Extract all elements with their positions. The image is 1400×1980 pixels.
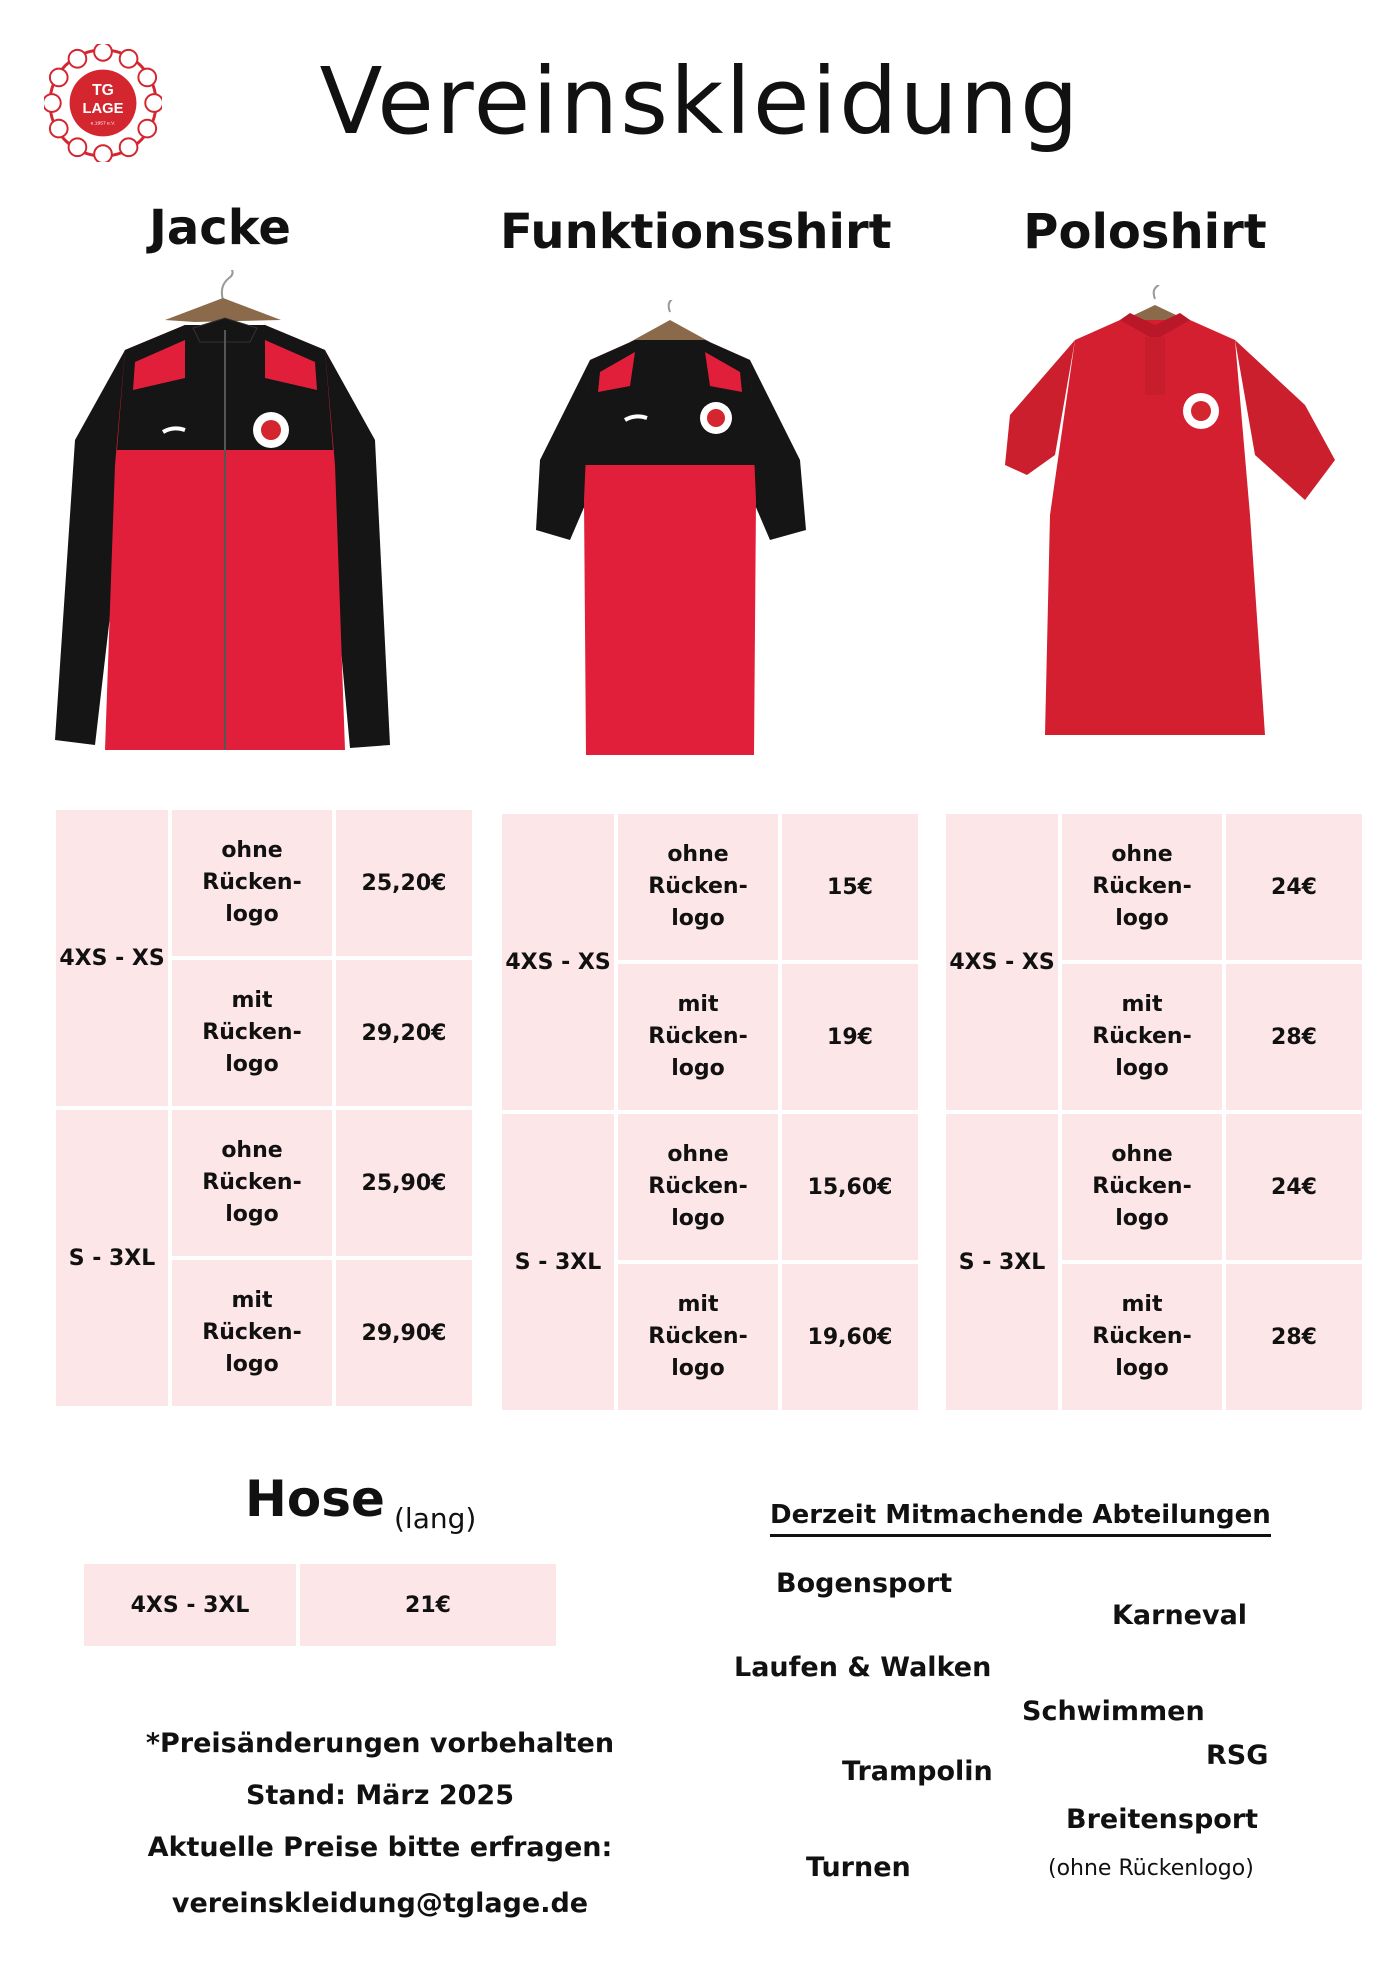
price-cell: 19,60€ bbox=[782, 1264, 918, 1410]
price-cell: 24€ bbox=[1226, 1114, 1362, 1260]
variant-cell: ohne Rücken- logo bbox=[618, 814, 778, 960]
variant-cell: mit Rücken- logo bbox=[618, 1264, 778, 1410]
price-cell: 24€ bbox=[1226, 814, 1362, 960]
department-item: Karneval bbox=[1112, 1600, 1248, 1631]
price-cell: 25,90€ bbox=[336, 1110, 472, 1256]
size-cell: 4XS - XS bbox=[946, 814, 1058, 1110]
hose-title: Hose bbox=[245, 1470, 385, 1528]
size-cell: 4XS - XS bbox=[502, 814, 614, 1110]
variant-cell: mit Rücken- logo bbox=[1062, 1264, 1222, 1410]
logo-text-tg: TG bbox=[92, 82, 114, 100]
department-item: Bogensport bbox=[776, 1568, 953, 1599]
note-ask: Aktuelle Preise bitte erfragen: bbox=[147, 1832, 613, 1863]
club-logo bbox=[44, 44, 162, 162]
price-cell: 28€ bbox=[1226, 964, 1362, 1110]
funktionsshirt-image bbox=[530, 300, 810, 760]
size-cell: S - 3XL bbox=[502, 1114, 614, 1410]
department-item: Trampolin bbox=[842, 1756, 993, 1787]
product-title-funktionsshirt: Funktionsshirt bbox=[500, 204, 892, 260]
hose-subtitle: (lang) bbox=[394, 1502, 477, 1535]
size-cell: S - 3XL bbox=[946, 1114, 1058, 1410]
price-cell: 19€ bbox=[782, 964, 918, 1110]
price-table-poloshirt bbox=[942, 810, 1366, 1414]
variant-cell: ohne Rücken- logo bbox=[172, 810, 332, 956]
price-cell: 21€ bbox=[300, 1564, 556, 1646]
variant-cell: mit Rücken- logo bbox=[172, 1260, 332, 1406]
variant-cell: mit Rücken- logo bbox=[618, 964, 778, 1110]
breitensport-note: (ohne Rückenlogo) bbox=[1048, 1856, 1254, 1881]
jacket-image bbox=[45, 270, 405, 770]
department-item: Laufen & Walken bbox=[734, 1652, 992, 1683]
department-item: Turnen bbox=[806, 1852, 911, 1883]
price-table-funktionsshirt bbox=[498, 810, 922, 1414]
note-price-change: *Preisänderungen vorbehalten bbox=[145, 1728, 615, 1759]
price-cell: 29,20€ bbox=[336, 960, 472, 1106]
logo-text-lage: LAGE bbox=[82, 100, 124, 117]
logo-text-year: e.1957 e.V. bbox=[90, 121, 116, 127]
price-table-jacke bbox=[52, 806, 476, 1410]
departments-heading: Derzeit Mitmachende Abteilungen bbox=[770, 1500, 1271, 1537]
variant-cell: ohne Rücken- logo bbox=[172, 1110, 332, 1256]
contact-email-link[interactable]: vereinskleidung@tglage.de bbox=[171, 1888, 589, 1919]
department-item: Breitensport bbox=[1066, 1804, 1259, 1835]
variant-cell: mit Rücken- logo bbox=[1062, 964, 1222, 1110]
price-cell: 25,20€ bbox=[336, 810, 472, 956]
variant-cell: ohne Rücken- logo bbox=[618, 1114, 778, 1260]
page-title: Vereinskleidung bbox=[319, 48, 1081, 155]
price-cell: 28€ bbox=[1226, 1264, 1362, 1410]
price-cell: 29,90€ bbox=[336, 1260, 472, 1406]
size-cell: S - 3XL bbox=[56, 1110, 168, 1406]
price-cell: 15,60€ bbox=[782, 1114, 918, 1260]
variant-cell: ohne Rücken- logo bbox=[1062, 1114, 1222, 1260]
note-date: Stand: März 2025 bbox=[246, 1780, 514, 1811]
size-cell: 4XS - XS bbox=[56, 810, 168, 1106]
variant-cell: mit Rücken- logo bbox=[172, 960, 332, 1106]
product-title-jacke: Jacke bbox=[149, 200, 291, 256]
department-item: RSG bbox=[1206, 1740, 1269, 1771]
variant-cell: ohne Rücken- logo bbox=[1062, 814, 1222, 960]
size-cell: 4XS - 3XL bbox=[84, 1564, 296, 1646]
price-table-hose bbox=[80, 1560, 560, 1650]
product-title-poloshirt: Poloshirt bbox=[1023, 204, 1267, 260]
price-cell: 15€ bbox=[782, 814, 918, 960]
poloshirt-image bbox=[1005, 285, 1345, 745]
department-item: Schwimmen bbox=[1022, 1696, 1205, 1727]
